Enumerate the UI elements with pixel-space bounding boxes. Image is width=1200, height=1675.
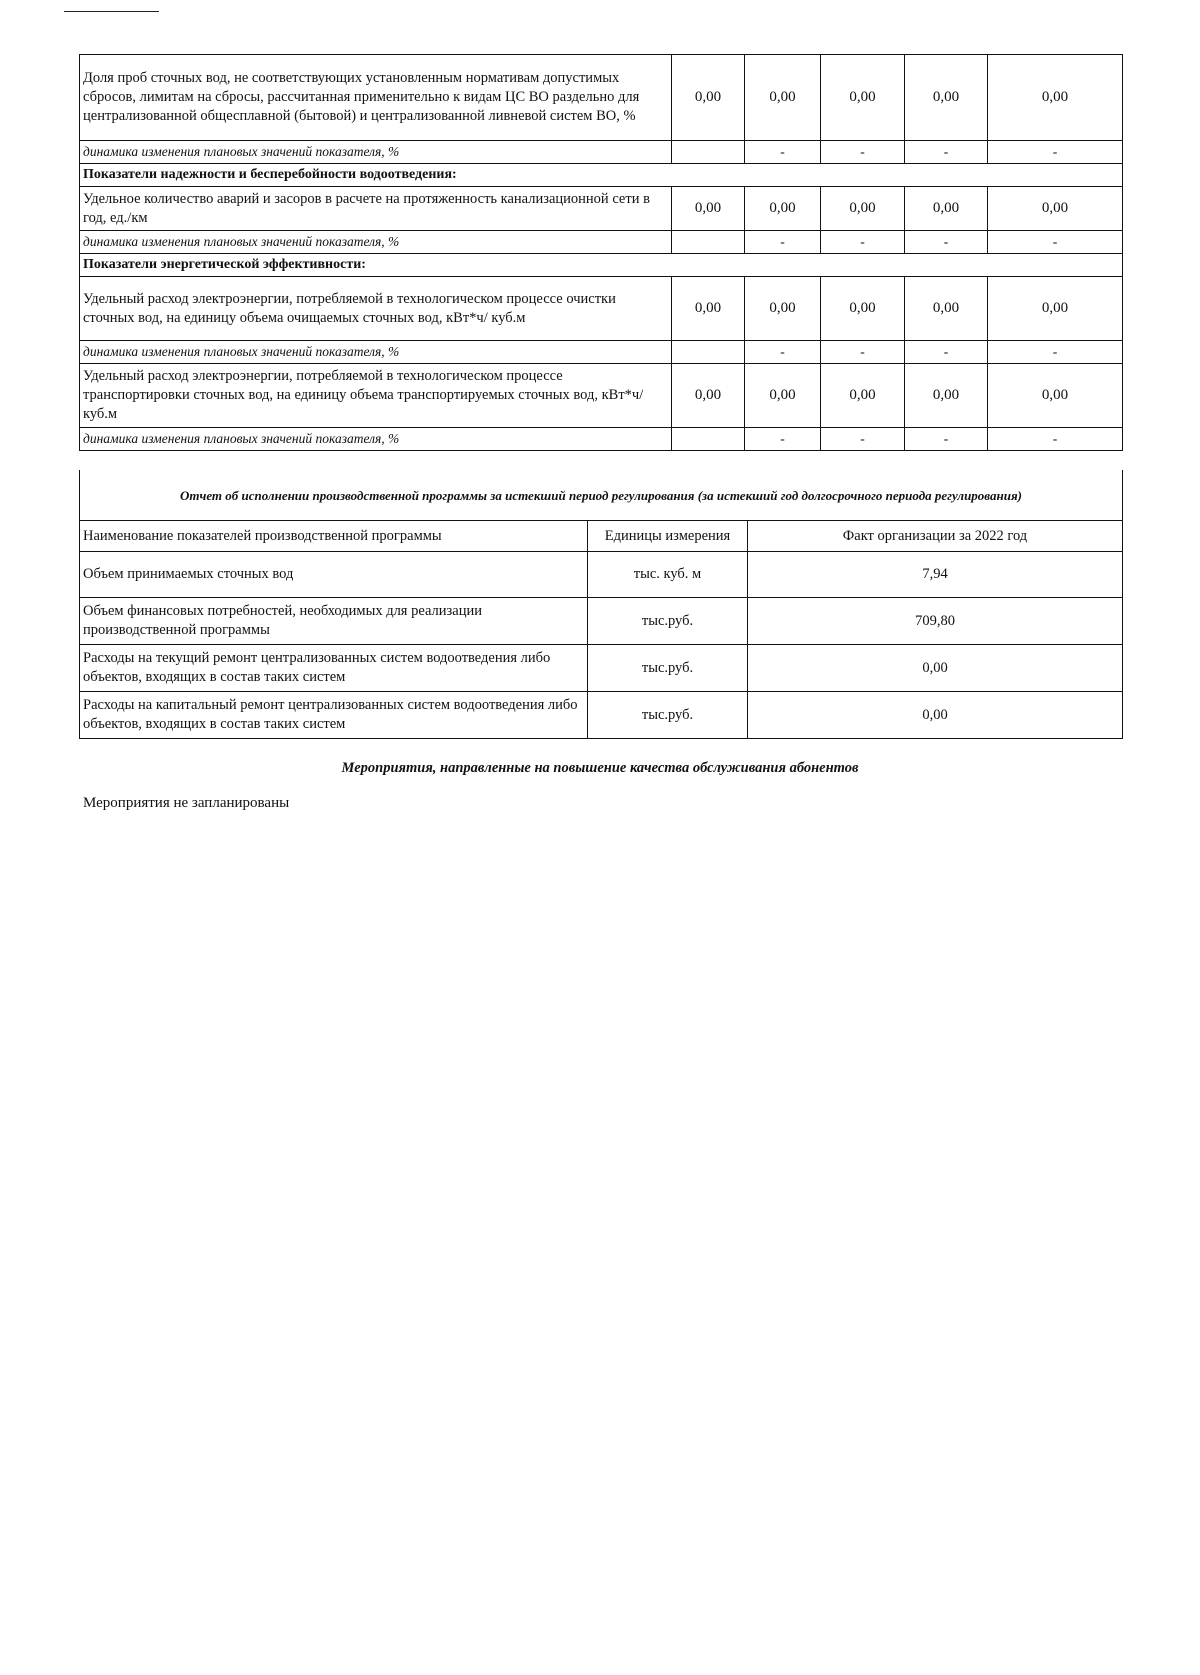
section-heading: Показатели надежности и бесперебойности водоотведения: [80,164,1123,187]
dynamics-value: - [821,428,905,451]
indicator-value: 0,00 [672,277,745,341]
indicator-value: 0,00 [988,364,1123,428]
indicator-value: 0,00 [821,55,905,141]
indicator-value: 0,00 [745,187,821,231]
indicator-label: Удельный расход электроэнергии, потребляемой в технологическом процессе очистки сточных вод, на единицу объема очищаемых сточных вод, кВт*ч/ куб.м [80,277,672,341]
table-row [80,187,1123,231]
dynamics-value: - [821,141,905,164]
dynamics-value: - [905,428,988,451]
indicator-value: 0,00 [745,364,821,428]
table-row [80,231,1123,254]
table-row [80,552,1123,598]
dynamics-value [672,231,745,254]
dynamics-value [672,141,745,164]
report-name: Объем финансовых потребностей, необходимых для реализации производственной программы [80,598,588,645]
indicator-label: Удельное количество аварий и засоров в расчете на протяженность канализационной сети в год, ед./км [80,187,672,231]
report-unit: тыс. куб. м [588,552,748,598]
report-unit: тыс.руб. [588,598,748,645]
report-name: Объем принимаемых сточных вод [80,552,588,598]
dynamics-value [672,341,745,364]
dynamics-value: - [821,231,905,254]
dynamics-value: - [745,428,821,451]
section-row [80,164,1123,187]
dynamics-value: - [745,231,821,254]
dynamics-value: - [988,428,1123,451]
dynamics-value: - [905,341,988,364]
indicator-value: 0,00 [988,277,1123,341]
dynamics-label: динамика изменения плановых значений показателя, % [80,428,672,451]
dynamics-value: - [988,231,1123,254]
indicators-table [79,54,1123,451]
table-row [80,428,1123,451]
top-rule [64,11,159,12]
report-title: Отчет об исполнении производственной программы за истекший период регулирования (за истекший год долгосрочного периода регулирования) [80,470,1123,521]
report-value: 0,00 [748,692,1123,739]
indicator-label: Доля проб сточных вод, не соответствующих установленным нормативам допустимых сбросов, лимитам на сбросы, рассчитанная применительно к видам ЦС ВО раздельно для централизованной общесплавной (бытовой) и централизованной ливневой систем ВО, % [80,55,672,141]
indicator-value: 0,00 [905,187,988,231]
dynamics-value: - [905,141,988,164]
table-row [80,364,1123,428]
table-row [80,341,1123,364]
table-row [80,55,1123,141]
indicator-value: 0,00 [745,277,821,341]
report-unit: тыс.руб. [588,645,748,692]
table-row [80,645,1123,692]
table-row [80,277,1123,341]
report-value: 0,00 [748,645,1123,692]
indicator-value: 0,00 [905,364,988,428]
indicator-value: 0,00 [672,55,745,141]
dynamics-label: динамика изменения плановых значений показателя, % [80,141,672,164]
measures-text: Мероприятия не запланированы [83,795,290,811]
header-unit: Единицы измерения [588,521,748,552]
report-value: 709,80 [748,598,1123,645]
dynamics-value [672,428,745,451]
section-row [80,254,1123,277]
indicator-value: 0,00 [905,277,988,341]
indicator-value: 0,00 [905,55,988,141]
dynamics-value: - [988,141,1123,164]
dynamics-value: - [745,141,821,164]
indicator-value: 0,00 [821,364,905,428]
indicator-value: 0,00 [745,55,821,141]
report-name: Расходы на текущий ремонт централизованных систем водоотведения либо объектов, входящих в состав таких систем [80,645,588,692]
report-title-row [80,470,1123,521]
dynamics-value: - [988,341,1123,364]
indicator-label: Удельный расход электроэнергии, потребляемой в технологическом процессе транспортировки сточных вод, на единицу объема транспортируемых сточных вод, кВт*ч/ куб.м [80,364,672,428]
table-row [80,598,1123,645]
dynamics-label: динамика изменения плановых значений показателя, % [80,231,672,254]
indicator-value: 0,00 [988,55,1123,141]
dynamics-value: - [821,341,905,364]
dynamics-value: - [905,231,988,254]
table-row [80,141,1123,164]
dynamics-label: динамика изменения плановых значений показателя, % [80,341,672,364]
report-name: Расходы на капитальный ремонт централизованных систем водоотведения либо объектов, входящих в состав таких систем [80,692,588,739]
indicator-value: 0,00 [672,364,745,428]
dynamics-value: - [745,341,821,364]
section-heading: Показатели энергетической эффективности: [80,254,1123,277]
indicator-value: 0,00 [672,187,745,231]
table-row [80,692,1123,739]
indicator-value: 0,00 [988,187,1123,231]
header-name: Наименование показателей производственной программы [80,521,588,552]
report-table [79,470,1123,739]
report-header-row [80,521,1123,552]
indicator-value: 0,00 [821,187,905,231]
header-fact: Факт организации за 2022 год [748,521,1123,552]
measures-title: Мероприятия, направленные на повышение качества обслуживания абонентов [341,760,859,776]
report-value: 7,94 [748,552,1123,598]
indicator-value: 0,00 [821,277,905,341]
report-unit: тыс.руб. [588,692,748,739]
